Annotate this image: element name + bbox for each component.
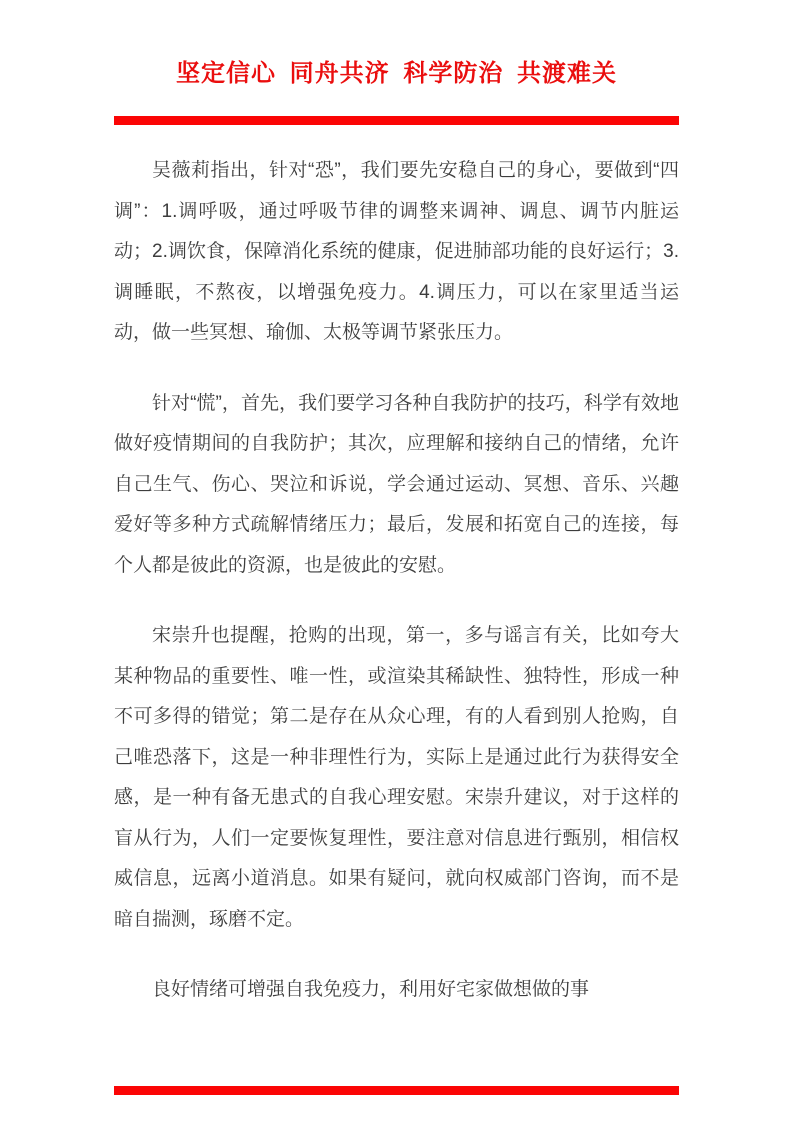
document-title: 坚定信心 同舟共济 科学防治 共渡难关: [175, 60, 617, 87]
top-divider-rule: [114, 116, 679, 125]
paragraph-good-mood: 良好情绪可增强自我免疫力，利用好宅家做想做的事: [152, 979, 590, 1000]
paragraph-handling-panic: 针对“慌”，首先，我们要学习各种自我防护的技巧，科学有效地做好疫情期间的自我防护；其次，应理解和接纳自己的情绪，允许自己生气、伤心、哭泣和诉说，学会通过运动、冥想、音乐、兴趣爱好等多种方式疏解情绪压力；最后，发展和拓宽自己的连接，每个人都是彼此的资源，也是彼此的安慰。: [114, 392, 679, 576]
document-body: [114, 151, 679, 1011]
paragraph-four-adjustments: 吴薇莉指出，针对“恐”，我们要先安稳自己的身心，要做到“四调”：1.调呼吸，通过呼吸节律的调整来调神、调息、调节内脏运动；2.调饮食，保障消化系统的健康，促进肺部功能的良好运行；3.调睡眠，不熬夜，以增强免疫力。4.调压力，可以在家里适当运动，做一些冥想、瑜伽、太极等调节紧张压力。: [114, 160, 679, 343]
bottom-divider-rule: [114, 1086, 679, 1095]
paragraph-panic-buying: 宋崇升也提醒，抢购的出现，第一，多与谣言有关，比如夸大某种物品的重要性、唯一性，或渲染其稀缺性、独特性，形成一种不可多得的错觉；第二是存在从众心理，有的人看到别人抢购，自己唯恐落下，这是一种非理性行为，实际上是通过此行为获得安全感，是一种有备无患式的自我心理安慰。宋崇升建议，对于这样的盲从行为，人们一定要恢复理性，要注意对信息进行甄别，相信权威信息，远离小道消息。如果有疑问，就向权威部门咨询，而不是暗自揣测，琢磨不定。: [114, 625, 679, 930]
document-content: [114, 0, 679, 1095]
